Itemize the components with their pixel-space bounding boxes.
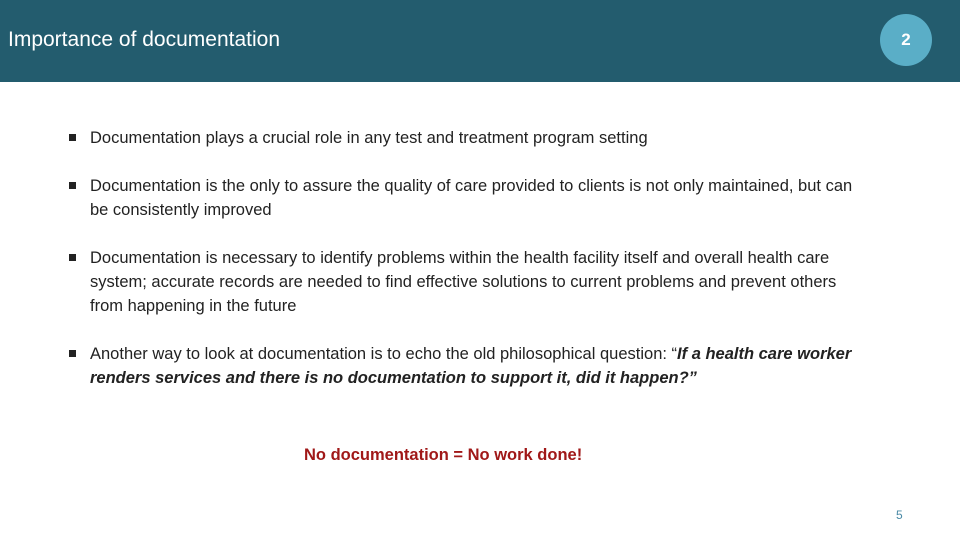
bullet-text: Documentation is necessary to identify problems within the health facility itself and overall health care system; accurate records are needed to find effective solutions to current problems and prevent others from happening in the future: [90, 249, 837, 315]
square-bullet-icon: [69, 134, 76, 141]
square-bullet-icon: [69, 350, 76, 357]
bullet-list: [66, 126, 866, 414]
bullet-item: [66, 126, 866, 150]
bullet-item: [66, 246, 866, 318]
slide-number-badge: 2: [880, 14, 932, 66]
square-bullet-icon: [69, 254, 76, 261]
bullet-text: Another way to look at documentation is to echo the old philosophical question: “: [90, 345, 678, 363]
page-title: Importance of documentation: [8, 28, 280, 51]
page-number: 5: [896, 508, 903, 522]
callout-text: No documentation = No work done!: [304, 446, 583, 464]
header-bar: [0, 0, 960, 82]
bullet-item: [66, 342, 866, 390]
bullet-text: Documentation plays a crucial role in any test and treatment program setting: [90, 129, 648, 147]
bullet-item: [66, 174, 866, 222]
bullet-emphasis-text: If a health care worker renders services and there is no documentation to support it, did it happen?”: [90, 345, 852, 387]
bullet-text: Documentation is the only to assure the quality of care provided to clients is not only maintained, but can be consistently improved: [90, 177, 853, 219]
square-bullet-icon: [69, 182, 76, 189]
